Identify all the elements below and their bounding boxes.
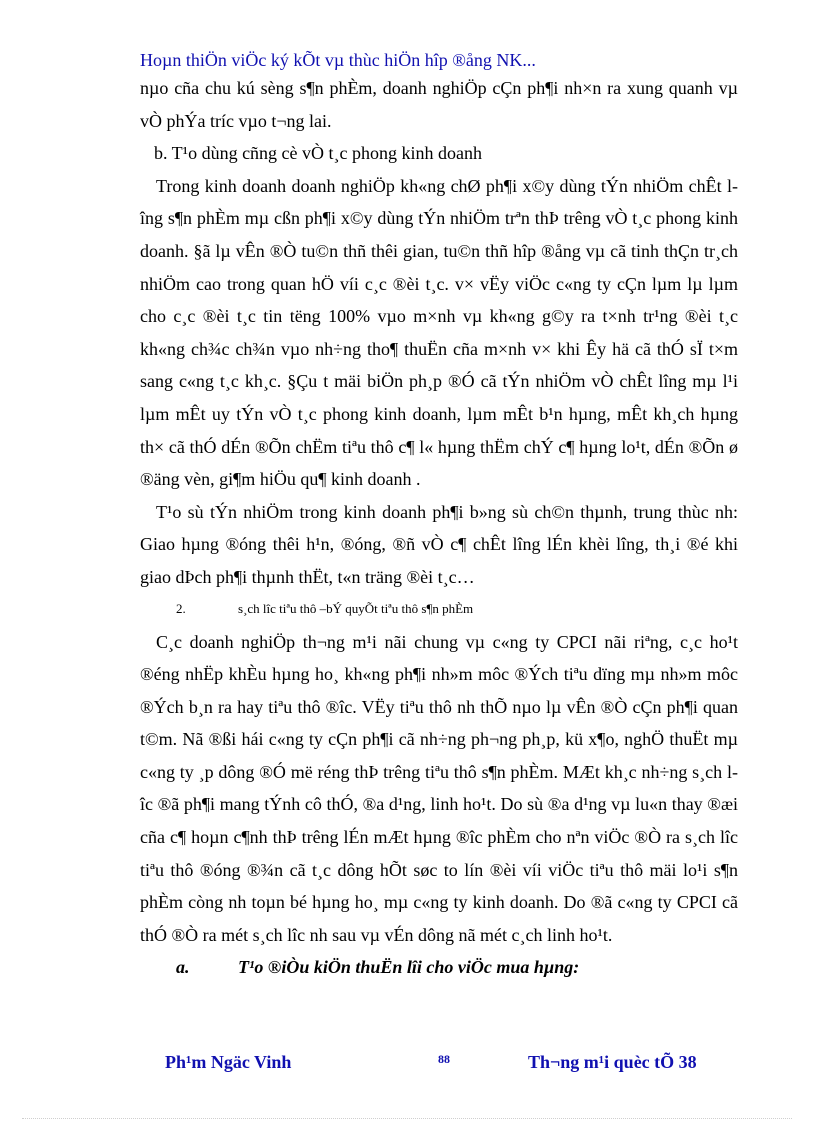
footer-class-name: Th¬ng m¹i quèc tÕ 38 xyxy=(528,1052,697,1072)
section-a-text: T¹o ®iÒu kiÖn thuËn lîi cho viÖc mua hµng: xyxy=(238,957,580,978)
section-a-heading xyxy=(140,951,738,984)
bottom-divider xyxy=(22,1118,792,1119)
paragraph-sales-strategy: C¸c doanh nghiÖp th¬ng m¹i nãi chung vµ c«ng ty CPCI nãi riªng, c¸c ho¹t ®éng nhËp khÈu hµng ho¸ kh«ng ph¶i nh»m môc ®Ých tiªu dïng mµ nh»m môc ®Ých b¸n ra hay tiªu thô ®îc. VËy tiªu thô nh thÕ nµo lµ vÊn ®Ò cÇn ph¶i quan t©m. Nã ®ßi hái c«ng ty cÇn ph¶i cã nh÷ng ph¬ng ph¸p, kü x¶o, nghÖ thuËt mµ c«ng ty ¸p dông ®Ó më réng thÞ trêng tiªu thô s¶n phÈm. MÆt kh¸c nh÷ng s¸ch lîc ®ã ph¶i mang tÝnh cô thÓ, ®a d¹ng, linh ho¹t. Do sù ®a d¹ng vµ lu«n thay ®æi cña c¶ hoµn c¶nh thÞ trêng lÉn mÆt hµng ®îc phÈm cho nªn viÖc ®Ò ra s¸ch lîc tiªu thô ®óng ®¾n cã t¸c dông hÕt søc to lín ®èi víi viÖc tiªu thô mäi lo¹i s¶n phÈm còng nh toµn bé hµng ho¸ mµ c«ng ty kinh doanh. Do ®ã c«ng ty CPCI cã thÓ ®Ò ra mét s¸ch lîc nh sau vµ vÉn dông nã mét c¸ch linh ho¹t. xyxy=(140,631,738,945)
numbered-heading xyxy=(140,598,738,620)
subsection-heading-b: b. T¹o dùng cñng cè vÒ t¸c phong kinh doanh xyxy=(154,143,483,164)
page-header-title: Hoµn thiÖn viÖc ký kÕt vµ thùc hiÖn hîp ®ång NK... xyxy=(140,50,536,70)
paragraph-business-style: Trong kinh doanh doanh nghiÖp kh«ng chØ ph¶i x©y dùng tÝn nhiÖm chÊt lîng s¶n phÈm mµ cßn ph¶i x©y dùng tÝn nhiÖm trªn thÞ trêng vÒ t¸c phong kinh doanh. §ã lµ vÊn ®Ò tu©n thñ thêi gian, tu©n thñ hîp ®ång vµ cã tinh thÇn tr¸ch nhiÖm cao trong quan hÖ víi c¸c ®èi t¸c. v× vËy viÖc c«ng ty cÇn lµm lµ lµm cho c¸c ®èi t¸c tin tëng 100% vµo m×nh vµ kh«ng g©y ra t×nh tr¹ng ®èi t¸c kh«ng ch¾c ch¾n vµo nh÷ng tho¶ thuËn cña m×nh v× khi Êy hä cã thÓ sÏ t×m sang c«ng t¸c kh¸c. §Çu t mäi biÖn ph¸p ®Ó cã tÝn nhiÖm vÒ chÊt lîng mµ l¹i lµm mÊt uy tÝn vÒ t¸c phong kinh doanh, lµm mÊt b¹n hµng, mÊt kh¸ch hµng th× cã thÓ dÉn ®Õn chËm tiªu thô c¶ l« hµng thËm chÝ c¶ hµng lo¹t, dÉn ®Õn ø ®äng vèn, gi¶m hiÖu qu¶ kinh doanh . xyxy=(140,175,738,490)
paragraph-continuation: nµo cña chu kú sèng s¶n phÈm, doanh nghiÖp cÇn ph¶i nh×n ra xung quanh vµ vÒ phÝa tríc vµo t¬ng lai. xyxy=(140,78,738,131)
paragraph-trust: T¹o sù tÝn nhiÖm trong kinh doanh ph¶i b»ng sù ch©n thµnh, trung thùc nh: Giao hµng ®óng thêi h¹n, ®óng, ®ñ vÒ c¶ chÊt lîng lÉn khèi lîng, th¸i ®é khi giao dÞch ph¶i thµnh thËt, t«n träng ®èi t¸c… xyxy=(140,501,738,587)
footer-page-number: 88 xyxy=(438,1052,450,1066)
document-body xyxy=(140,72,738,984)
page-footer xyxy=(0,1052,816,1080)
footer-author: Ph¹m Ngäc Vinh xyxy=(165,1052,292,1072)
section-a-label: a. xyxy=(176,957,190,978)
numbered-heading-number: 2. xyxy=(176,600,186,616)
numbered-heading-text: s¸ch lîc tiªu thô –bÝ quyÕt tiªu thô s¶n phÈm xyxy=(238,600,474,616)
